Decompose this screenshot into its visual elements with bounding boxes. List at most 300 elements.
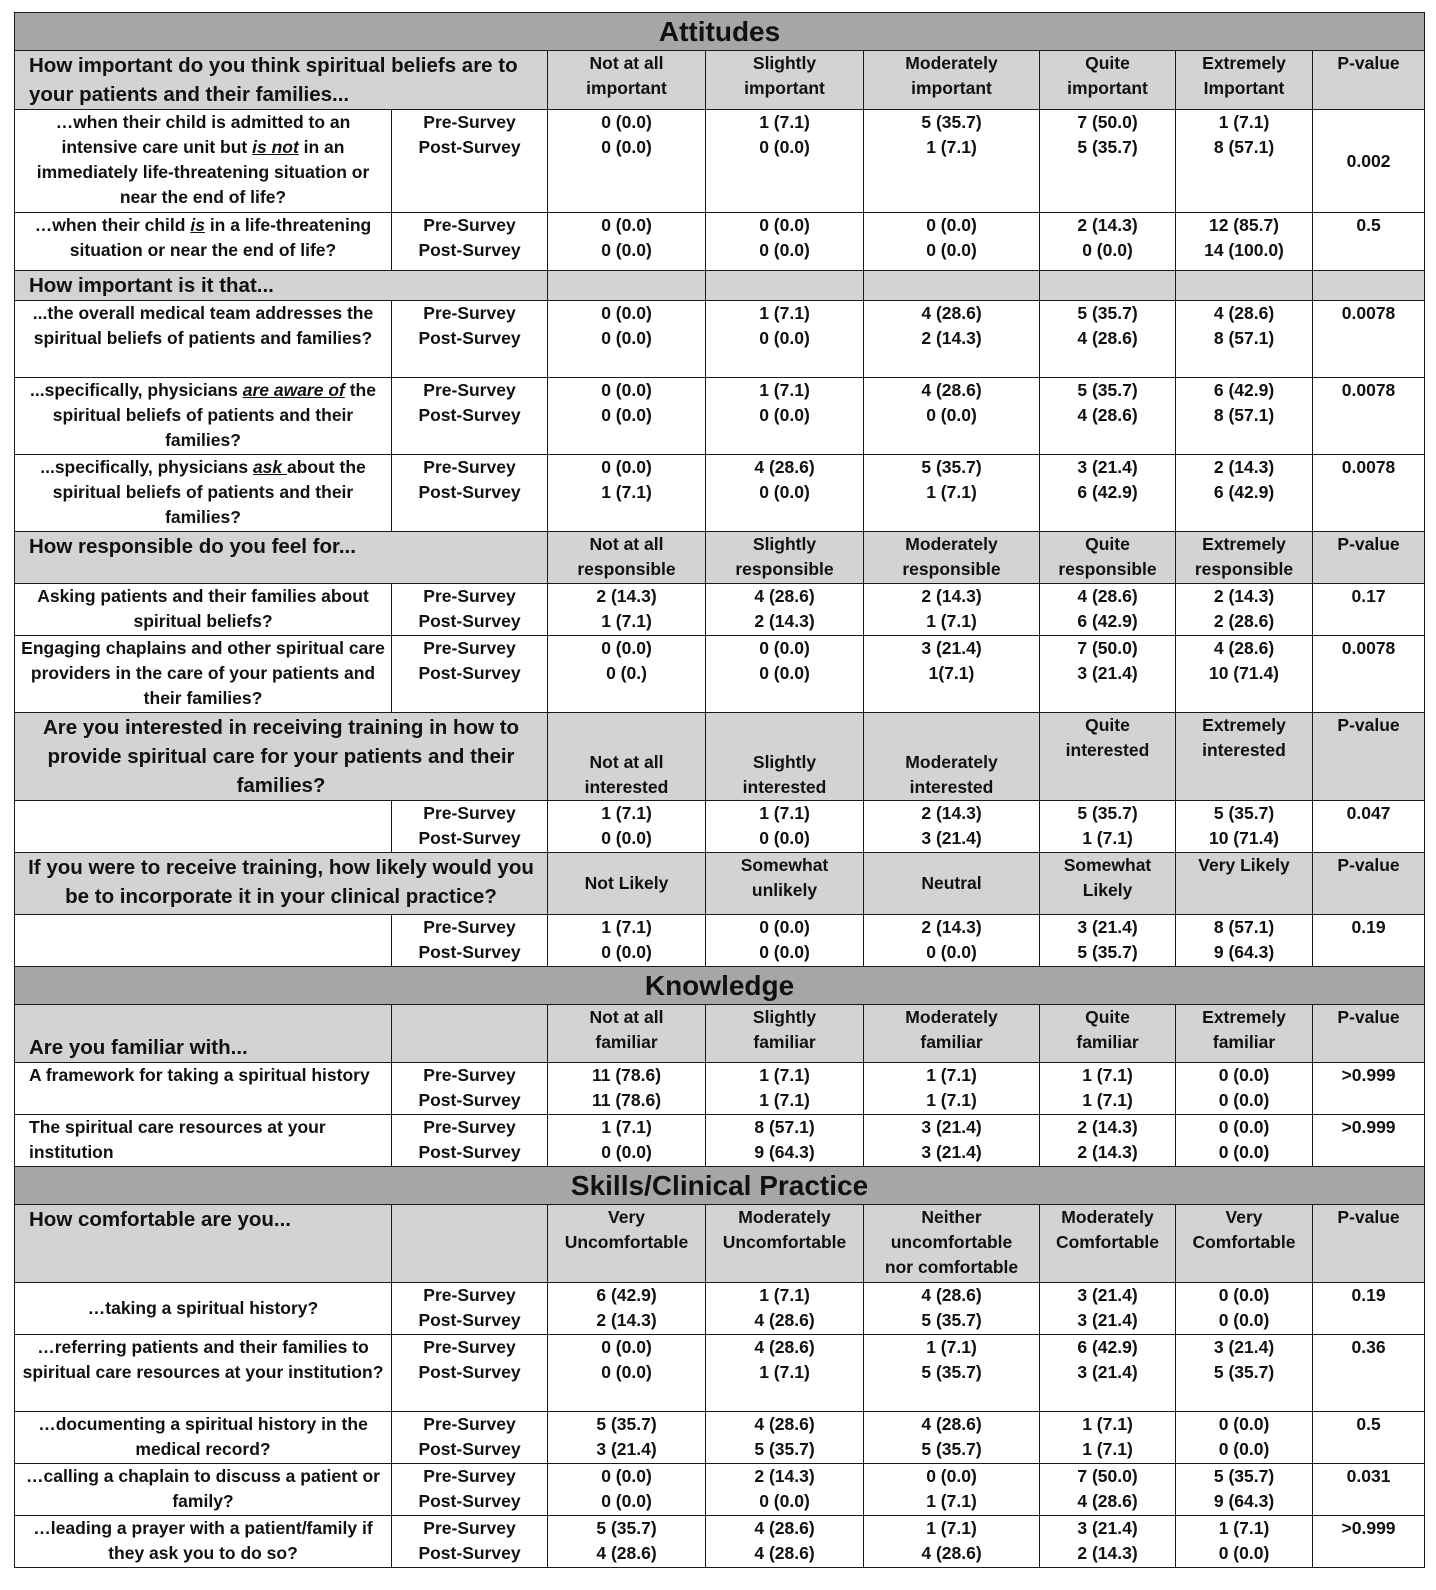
pre-survey-label: Pre-Survey [423, 303, 516, 323]
response-header: Moderately interested [864, 713, 1040, 801]
post-value: 4 (28.6) [1077, 1491, 1138, 1511]
post-value: 3 (21.4) [921, 828, 982, 848]
response-cell [1176, 915, 1313, 967]
response-cell [706, 915, 864, 967]
data-row [15, 1412, 1425, 1464]
data-row [15, 378, 1425, 455]
response-header [1313, 271, 1425, 301]
pre-value: 0 (0.0) [601, 1466, 652, 1486]
response-header [864, 271, 1040, 301]
p-value: 0.0078 [1313, 301, 1425, 378]
emphasis-text: ask [252, 457, 287, 477]
p-value: 0.19 [1313, 1283, 1425, 1335]
pre-value: 1 (7.1) [759, 1065, 810, 1085]
pre-value: 2 (14.3) [596, 586, 657, 606]
question-header-row [15, 713, 1425, 801]
post-value: 0 (0.0) [601, 405, 652, 425]
response-cell [1176, 1464, 1313, 1516]
pre-value: 8 (57.1) [1213, 917, 1275, 937]
survey-labels [392, 301, 548, 378]
pre-value: 1 (7.1) [759, 380, 810, 400]
p-value: >0.999 [1313, 1115, 1425, 1167]
response-cell [864, 455, 1040, 532]
response-cell [864, 1464, 1040, 1516]
response-header: Moderately important [864, 51, 1040, 110]
post-value: 0 (0.0) [759, 137, 810, 157]
data-row [15, 584, 1425, 636]
row-question: Asking patients and their families about spiritual beliefs? [15, 584, 392, 636]
response-cell [864, 636, 1040, 713]
empty-cell [392, 1205, 548, 1283]
p-value: 0.047 [1313, 801, 1425, 853]
post-value: 4 (28.6) [754, 1310, 815, 1330]
response-header: Quite interested [1040, 713, 1176, 801]
post-value: 4 (28.6) [921, 1543, 982, 1563]
response-cell [1040, 110, 1176, 213]
pre-value: 7 (50.0) [1077, 112, 1138, 132]
post-value: 0 (0.0) [601, 828, 652, 848]
response-cell [864, 801, 1040, 853]
response-cell [1040, 455, 1176, 532]
pre-value: 0 (0.0) [601, 457, 652, 477]
p-value: 0.0078 [1313, 455, 1425, 532]
pre-value: 1 (7.1) [1082, 1065, 1133, 1085]
response-header [1040, 271, 1176, 301]
survey-labels [392, 801, 548, 853]
post-value: 1 (7.1) [759, 1090, 810, 1110]
post-value: 2 (14.3) [596, 1310, 657, 1330]
post-value: 5 (35.7) [1213, 1362, 1275, 1382]
section-title: Skills/Clinical Practice [15, 1167, 1425, 1205]
response-cell [1040, 213, 1176, 271]
post-value: 3 (21.4) [1077, 1362, 1138, 1382]
data-row [15, 1115, 1425, 1167]
post-value: 1 (7.1) [926, 611, 977, 631]
response-header: Slightly interested [706, 713, 864, 801]
post-value: 1 (7.1) [926, 1090, 977, 1110]
pre-value: 0 (0.0) [601, 1337, 652, 1357]
pre-value: 0 (0.0) [1218, 1285, 1270, 1305]
question-header-row [15, 271, 1425, 301]
post-value: 3 (21.4) [921, 1142, 982, 1162]
response-cell [706, 110, 864, 213]
post-value: 4 (28.6) [754, 1543, 815, 1563]
post-value: 5 (35.7) [921, 1310, 982, 1330]
row-question: A framework for taking a spiritual history [15, 1063, 392, 1115]
response-cell [1040, 801, 1176, 853]
pre-survey-label: Pre-Survey [423, 112, 516, 132]
post-value: 9 (64.3) [754, 1142, 815, 1162]
data-row [15, 1335, 1425, 1412]
row-question: Engaging chaplains and other spiritual care providers in the care of your patients and their families? [15, 636, 392, 713]
response-cell [706, 455, 864, 532]
post-value: 8 (57.1) [1213, 405, 1275, 425]
section-row [15, 13, 1425, 51]
post-value: 0 (0.0) [601, 1142, 652, 1162]
survey-results-table [14, 12, 1425, 1568]
pre-value: 4 (28.6) [921, 1285, 982, 1305]
response-cell [1040, 1516, 1176, 1568]
pre-value: 0 (0.0) [601, 215, 652, 235]
response-header: Very Likely [1176, 853, 1313, 915]
response-header: Slightly familiar [706, 1005, 864, 1063]
survey-labels [392, 1115, 548, 1167]
response-cell [548, 1283, 706, 1335]
post-survey-label: Post-Survey [418, 1543, 521, 1563]
question-header-row [15, 1005, 1425, 1063]
post-value: 0 (0.0) [1082, 240, 1133, 260]
survey-labels [392, 1516, 548, 1568]
response-header: Extremely responsible [1176, 532, 1313, 584]
question-header: How comfortable are you... [15, 1205, 392, 1283]
response-cell [1040, 1464, 1176, 1516]
response-cell [864, 213, 1040, 271]
data-row [15, 636, 1425, 713]
response-cell [864, 1516, 1040, 1568]
response-cell [706, 1063, 864, 1115]
pre-value: 0 (0.0) [1218, 1065, 1270, 1085]
pre-value: 5 (35.7) [596, 1414, 657, 1434]
post-value: 6 (42.9) [1077, 482, 1138, 502]
response-header: Quite important [1040, 51, 1176, 110]
p-value: 0.031 [1313, 1464, 1425, 1516]
pre-value: 7 (50.0) [1077, 638, 1138, 658]
response-cell [548, 1464, 706, 1516]
post-value: 2 (14.3) [1077, 1142, 1138, 1162]
p-value: 0.36 [1313, 1335, 1425, 1412]
survey-labels [392, 1464, 548, 1516]
response-cell [706, 1335, 864, 1412]
post-value: 10 (71.4) [1208, 828, 1280, 848]
pre-value: 0 (0.0) [759, 917, 810, 937]
response-cell [864, 1412, 1040, 1464]
response-header: Moderately responsible [864, 532, 1040, 584]
pre-value: 3 (21.4) [1077, 457, 1138, 477]
pre-value: 5 (35.7) [921, 457, 982, 477]
pre-value: 4 (28.6) [921, 1414, 982, 1434]
emphasis-text: is not [252, 137, 299, 157]
pre-value: 12 (85.7) [1208, 215, 1280, 235]
response-cell [1040, 915, 1176, 967]
pre-value: 5 (35.7) [921, 112, 982, 132]
question-text: …when their child is admitted to an intensive care unit but [55, 112, 351, 157]
response-cell [1040, 1115, 1176, 1167]
response-cell [864, 1283, 1040, 1335]
pre-survey-label: Pre-Survey [423, 586, 516, 606]
response-header: Moderately Uncomfortable [706, 1205, 864, 1283]
response-header [1176, 271, 1313, 301]
post-value: 5 (35.7) [921, 1362, 982, 1382]
response-cell [548, 1335, 706, 1412]
response-cell [706, 1516, 864, 1568]
response-cell [1040, 1063, 1176, 1115]
pre-value: 4 (28.6) [1213, 303, 1275, 323]
survey-labels [392, 1335, 548, 1412]
post-value: 0 (0.0) [926, 405, 977, 425]
pre-value: 2 (14.3) [754, 1466, 815, 1486]
response-header: Not at all responsible [548, 532, 706, 584]
question-header-row [15, 853, 1425, 915]
p-value: 0.0078 [1313, 378, 1425, 455]
post-value: 4 (28.6) [1077, 328, 1138, 348]
response-cell [706, 213, 864, 271]
response-header: P-value [1313, 532, 1425, 584]
response-cell [864, 1063, 1040, 1115]
data-row [15, 915, 1425, 967]
post-value: 4 (28.6) [596, 1543, 657, 1563]
pre-survey-label: Pre-Survey [423, 803, 516, 823]
data-row [15, 213, 1425, 271]
response-cell [864, 915, 1040, 967]
pre-value: 4 (28.6) [1213, 638, 1275, 658]
p-value: 0.5 [1313, 1412, 1425, 1464]
post-value: 3 (21.4) [1077, 663, 1138, 683]
question-header: If you were to receive training, how likely would you be to incorporate it in your clinical practice? [15, 853, 548, 915]
post-value: 2 (14.3) [754, 611, 815, 631]
pre-value: 0 (0.0) [926, 215, 977, 235]
pre-value: 4 (28.6) [754, 457, 815, 477]
row-question: …referring patients and their families to spiritual care resources at your institution? [15, 1335, 392, 1412]
pre-value: 1 (7.1) [601, 803, 652, 823]
row-question: …leading a prayer with a patient/family if they ask you to do so? [15, 1516, 392, 1568]
post-value: 8 (57.1) [1213, 328, 1275, 348]
response-header: Moderately Comfortable [1040, 1205, 1176, 1283]
question-text: in a life-threatening situation or near the end of life? [69, 215, 372, 260]
response-cell [1040, 378, 1176, 455]
response-header: Somewhat Likely [1040, 853, 1176, 915]
response-cell [1176, 1115, 1313, 1167]
pre-value: 2 (14.3) [1077, 1117, 1138, 1137]
pre-value: 0 (0.0) [759, 638, 810, 658]
response-header: P-value [1313, 1005, 1425, 1063]
pre-value: 1 (7.1) [601, 917, 652, 937]
post-value: 0 (0.0) [601, 328, 652, 348]
response-header: P-value [1313, 853, 1425, 915]
post-value: 3 (21.4) [1077, 1310, 1138, 1330]
response-header: Not at all interested [548, 713, 706, 801]
response-cell [1176, 801, 1313, 853]
response-header: Slightly responsible [706, 532, 864, 584]
row-question [15, 378, 392, 455]
response-cell [864, 1115, 1040, 1167]
response-header: Neutral [864, 853, 1040, 915]
post-survey-label: Post-Survey [418, 137, 521, 157]
post-value: 0 (0.0) [1218, 1543, 1270, 1563]
response-header: P-value [1313, 51, 1425, 110]
pre-value: 1 (7.1) [926, 1337, 977, 1357]
pre-value: 3 (21.4) [1077, 1285, 1138, 1305]
response-cell [548, 1412, 706, 1464]
pre-value: 2 (14.3) [1213, 457, 1275, 477]
post-survey-label: Post-Survey [418, 1310, 521, 1330]
pre-value: 7 (50.0) [1077, 1466, 1138, 1486]
post-value: 0 (0.0) [601, 1362, 652, 1382]
response-cell [864, 110, 1040, 213]
post-value: 5 (35.7) [1077, 942, 1138, 962]
pre-value: 4 (28.6) [921, 303, 982, 323]
post-value: 0 (0.0) [759, 405, 810, 425]
survey-labels [392, 915, 548, 967]
post-value: 0 (0.0) [601, 942, 652, 962]
response-cell [548, 301, 706, 378]
response-header [706, 271, 864, 301]
response-cell [706, 378, 864, 455]
pre-value: 5 (35.7) [1213, 803, 1275, 823]
pre-value: 0 (0.0) [1218, 1414, 1270, 1434]
pre-value: 1 (7.1) [926, 1518, 977, 1538]
question-header: How responsible do you feel for... [15, 532, 548, 584]
pre-survey-label: Pre-Survey [423, 638, 516, 658]
section-row [15, 1167, 1425, 1205]
response-cell [864, 584, 1040, 636]
pre-value: 0 (0.0) [601, 638, 652, 658]
data-row [15, 455, 1425, 532]
data-row [15, 1516, 1425, 1568]
pre-value: 1 (7.1) [1218, 112, 1270, 132]
question-header: How important is it that... [15, 271, 548, 301]
question-header: Are you familiar with... [15, 1005, 392, 1063]
post-value: 4 (28.6) [1077, 405, 1138, 425]
response-cell [1176, 1283, 1313, 1335]
response-cell [864, 1335, 1040, 1412]
pre-value: 1 (7.1) [601, 1117, 652, 1137]
post-value: 9 (64.3) [1213, 1491, 1275, 1511]
response-header: Not Likely [548, 853, 706, 915]
pre-survey-label: Pre-Survey [423, 1285, 516, 1305]
p-value: 0.0078 [1313, 636, 1425, 713]
post-value: 0 (0.0) [759, 942, 810, 962]
response-cell [1040, 1283, 1176, 1335]
question-header: How important do you think spiritual beliefs are to your patients and their families... [15, 51, 548, 110]
post-survey-label: Post-Survey [418, 240, 521, 260]
response-header: Slightly important [706, 51, 864, 110]
row-question: …calling a chaplain to discuss a patient or family? [15, 1464, 392, 1516]
pre-survey-label: Pre-Survey [423, 380, 516, 400]
pre-value: 2 (14.3) [1077, 215, 1138, 235]
survey-labels [392, 110, 548, 213]
response-header: Very Comfortable [1176, 1205, 1313, 1283]
response-cell [1176, 1063, 1313, 1115]
pre-value: 2 (14.3) [1213, 586, 1275, 606]
post-value: 0 (0.0) [1218, 1310, 1270, 1330]
post-value: 1 (7.1) [926, 137, 977, 157]
pre-value: 5 (35.7) [596, 1518, 657, 1538]
response-cell [1040, 1412, 1176, 1464]
pre-survey-label: Pre-Survey [423, 1414, 516, 1434]
post-value: 5 (35.7) [921, 1439, 982, 1459]
pre-value: 3 (21.4) [921, 638, 982, 658]
question-header-row [15, 532, 1425, 584]
response-cell [548, 636, 706, 713]
section-title: Knowledge [15, 967, 1425, 1005]
pre-value: 4 (28.6) [754, 1337, 815, 1357]
pre-value: 11 (78.6) [591, 1065, 662, 1085]
post-value: 0 (0.0) [926, 942, 977, 962]
row-question: …documenting a spiritual history in the medical record? [15, 1412, 392, 1464]
post-value: 0 (0.0) [1218, 1439, 1270, 1459]
post-value: 0 (0.0) [759, 240, 810, 260]
pre-value: 2 (14.3) [921, 586, 982, 606]
response-header: Quite responsible [1040, 532, 1176, 584]
survey-labels [392, 378, 548, 455]
response-cell [548, 110, 706, 213]
response-cell [1176, 378, 1313, 455]
data-row [15, 301, 1425, 378]
post-survey-label: Post-Survey [418, 942, 521, 962]
response-header: Quite familiar [1040, 1005, 1176, 1063]
response-cell [1176, 455, 1313, 532]
post-value: 1 (7.1) [1082, 828, 1133, 848]
data-row [15, 1283, 1425, 1335]
post-value: 1 (7.1) [1082, 1090, 1133, 1110]
survey-labels [392, 1412, 548, 1464]
post-value: 0 (0.0) [759, 328, 810, 348]
response-header: Moderately familiar [864, 1005, 1040, 1063]
post-survey-label: Post-Survey [418, 482, 521, 502]
section-row [15, 967, 1425, 1005]
post-value: 5 (35.7) [754, 1439, 815, 1459]
post-value: 0 (0.0) [601, 1491, 652, 1511]
post-value: 0 (0.0) [759, 1491, 810, 1511]
post-value: 2 (14.3) [1077, 1543, 1138, 1563]
pre-value: 0 (0.0) [1218, 1117, 1270, 1137]
post-value: 0 (0.0) [1218, 1090, 1270, 1110]
post-survey-label: Post-Survey [418, 1142, 521, 1162]
response-cell [1040, 301, 1176, 378]
data-row [15, 1063, 1425, 1115]
pre-value: 4 (28.6) [921, 380, 982, 400]
pre-value: 0 (0.0) [759, 215, 810, 235]
data-row [15, 801, 1425, 853]
post-value: 0 (0.0) [926, 240, 977, 260]
pre-value: 0 (0.0) [601, 303, 652, 323]
pre-value: 6 (42.9) [596, 1285, 657, 1305]
post-value: 6 (42.9) [1077, 611, 1138, 631]
response-cell [706, 801, 864, 853]
pre-survey-label: Pre-Survey [423, 457, 516, 477]
post-survey-label: Post-Survey [418, 1491, 521, 1511]
post-survey-label: Post-Survey [418, 1362, 521, 1382]
response-cell [1176, 1335, 1313, 1412]
post-value: 5 (35.7) [1077, 137, 1138, 157]
row-question: ...the overall medical team addresses the spiritual beliefs of patients and families? [15, 301, 392, 378]
row-question [15, 110, 392, 213]
pre-value: 4 (28.6) [1077, 586, 1138, 606]
question-text: …when their child [34, 215, 191, 235]
post-value: 1(7.1) [928, 663, 975, 683]
pre-value: 4 (28.6) [754, 586, 815, 606]
post-value: 1 (7.1) [759, 1362, 810, 1382]
response-header: Extremely Important [1176, 51, 1313, 110]
response-header: Not at all familiar [548, 1005, 706, 1063]
pre-value: 5 (35.7) [1077, 803, 1138, 823]
response-cell [706, 584, 864, 636]
post-value: 1 (7.1) [1082, 1439, 1133, 1459]
pre-survey-label: Pre-Survey [423, 1466, 516, 1486]
pre-survey-label: Pre-Survey [423, 215, 516, 235]
post-value: 14 (100.0) [1204, 240, 1284, 260]
pre-value: 6 (42.9) [1213, 380, 1275, 400]
response-header: Neither uncomfortable nor comfortable [864, 1205, 1040, 1283]
question-header: Are you interested in receiving training in how to provide spiritual care for your patients and their families? [15, 713, 548, 801]
response-header: Extremely interested [1176, 713, 1313, 801]
response-cell [706, 301, 864, 378]
pre-value: 5 (35.7) [1077, 303, 1138, 323]
row-question: The spiritual care resources at your institution [15, 1115, 392, 1167]
post-survey-label: Post-Survey [418, 405, 521, 425]
pre-value: 1 (7.1) [1082, 1414, 1133, 1434]
pre-value: 2 (14.3) [921, 803, 982, 823]
